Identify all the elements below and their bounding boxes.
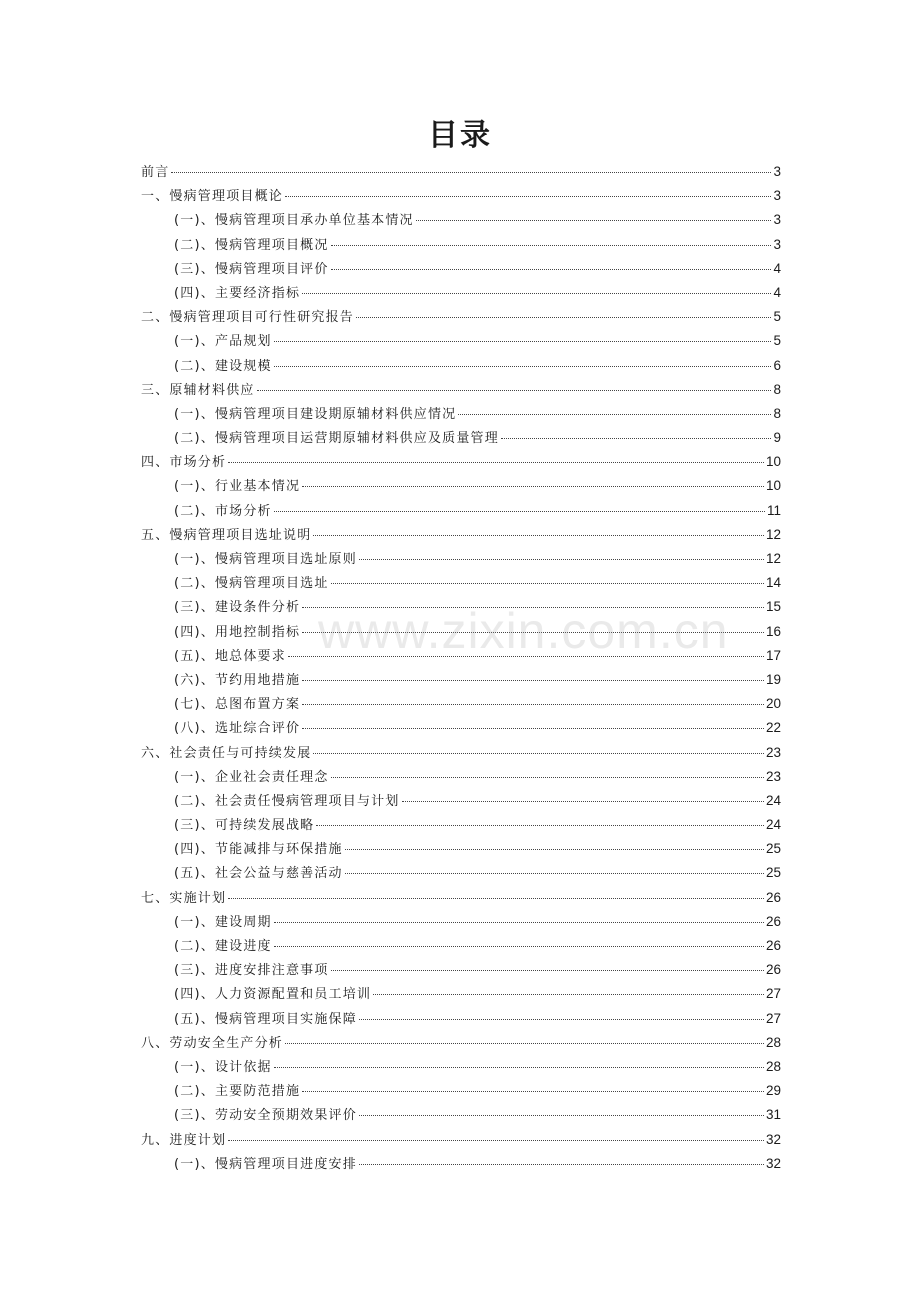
toc-section-entry[interactable] [141, 1152, 781, 1176]
toc-dot-leader [316, 825, 764, 826]
toc-dot-leader [274, 366, 772, 367]
toc-page-number: 5 [773, 333, 781, 349]
toc-page-number: 10 [765, 478, 781, 494]
toc-page-number: 29 [765, 1083, 781, 1099]
toc-page-number: 27 [765, 1010, 781, 1026]
toc-dot-leader [345, 849, 764, 850]
toc-page-number: 23 [765, 744, 781, 760]
toc-entry-label: (七)、总图布置方案 [174, 697, 301, 713]
toc-dot-leader [257, 390, 772, 391]
toc-page-number: 3 [773, 188, 781, 204]
toc-dot-leader [302, 293, 771, 294]
toc-page-number: 26 [765, 913, 781, 929]
toc-page-number: 28 [765, 1034, 781, 1050]
toc-dot-leader [285, 196, 771, 197]
toc-page-number: 3 [773, 164, 781, 179]
toc-dot-leader [359, 559, 764, 560]
toc-dot-leader [359, 1115, 764, 1116]
toc-page-number: 14 [765, 575, 781, 591]
toc-section-entry[interactable] [141, 354, 781, 378]
toc-dot-leader [331, 970, 764, 971]
toc-dot-leader [331, 245, 772, 246]
toc-entry-label: 二、慢病管理项目可行性研究报告 [141, 310, 355, 326]
toc-section-entry[interactable] [141, 1055, 781, 1079]
toc-page-number: 10 [765, 454, 781, 470]
toc-section-entry[interactable] [141, 571, 781, 595]
toc-page-number: 27 [765, 986, 781, 1002]
toc-section-entry[interactable] [141, 958, 781, 982]
toc-dot-leader [274, 511, 765, 512]
toc-page-number: 4 [773, 284, 781, 300]
toc-entry-label: 五、慢病管理项目选址说明 [141, 527, 312, 543]
toc-dot-leader [302, 680, 764, 681]
toc-dot-leader [359, 1164, 764, 1165]
toc-section-entry[interactable] [141, 668, 781, 692]
toc-page-number: 16 [765, 623, 781, 639]
toc-entry-label: (三)、建设条件分析 [174, 600, 301, 616]
toc-section-entry[interactable] [141, 1007, 781, 1031]
toc-section-entry[interactable] [141, 1079, 781, 1103]
toc-entry-label: (三)、慢病管理项目评价 [174, 261, 329, 277]
toc-page-number: 24 [765, 792, 781, 808]
toc-entry-label: (二)、建设进度 [174, 939, 272, 954]
toc-dot-leader [356, 317, 771, 318]
toc-page-number: 25 [765, 841, 781, 857]
toc-chapter-entry[interactable] [141, 450, 781, 474]
toc-section-entry[interactable] [141, 547, 781, 571]
toc-dot-leader [285, 1043, 764, 1044]
toc-dot-leader [402, 801, 764, 802]
toc-entry-label: (二)、慢病管理项目运营期原辅材料供应及质量管理 [174, 431, 499, 447]
toc-section-entry[interactable] [141, 257, 781, 281]
toc-entry-label: 七、实施计划 [141, 890, 227, 906]
toc-page-number: 28 [765, 1058, 781, 1074]
toc-entry-label: (四)、人力资源配置和员工培训 [174, 987, 372, 1003]
toc-entry-label: (五)、社会公益与慈善活动 [174, 866, 343, 882]
toc-entry-label: (一)、慢病管理项目选址原则 [174, 552, 357, 567]
toc-section-entry[interactable] [141, 402, 781, 426]
toc-dot-leader [331, 583, 764, 584]
toc-dot-leader [313, 753, 764, 754]
toc-dot-leader [302, 704, 764, 705]
toc-dot-leader [359, 1019, 764, 1020]
toc-entry-label: (一)、慢病管理项目建设期原辅材料供应情况 [174, 406, 457, 422]
toc-section-entry[interactable] [141, 789, 781, 813]
toc-entry-label: 一、慢病管理项目概论 [141, 189, 284, 205]
toc-entry-label: (二)、社会责任慢病管理项目与计划 [174, 793, 400, 809]
toc-entry-label: 八、劳动安全生产分析 [141, 1035, 284, 1051]
toc-page-number: 17 [765, 647, 781, 663]
toc-dot-leader [331, 269, 772, 270]
toc-page-number: 6 [773, 357, 781, 373]
toc-entry-label: 九、进度计划 [141, 1132, 227, 1148]
toc-section-entry[interactable] [141, 813, 781, 837]
toc-page-number: 19 [765, 671, 781, 687]
toc-dot-leader [302, 632, 764, 633]
toc-entry-label: (一)、产品规划 [174, 334, 272, 350]
toc-section-entry[interactable] [141, 934, 781, 958]
toc-page-number: 3 [773, 212, 781, 228]
toc-section-entry[interactable] [141, 281, 781, 305]
toc-dot-leader [373, 994, 764, 995]
toc-chapter-entry[interactable] [141, 1031, 781, 1055]
toc-entry-label: 前言 [141, 165, 170, 180]
toc-page-number: 23 [765, 768, 781, 784]
toc-section-entry[interactable] [141, 499, 781, 523]
toc-section-entry[interactable] [141, 861, 781, 885]
toc-section-entry[interactable] [141, 716, 781, 740]
toc-dot-leader [501, 438, 772, 439]
toc-page-number: 12 [765, 526, 781, 542]
toc-entry-label: 三、原辅材料供应 [141, 382, 255, 398]
toc-entry-label: (三)、可持续发展战略 [174, 818, 315, 834]
toc-chapter-entry[interactable] [141, 305, 781, 329]
toc-section-entry[interactable] [141, 474, 781, 498]
toc-entry-label: (二)、建设规模 [174, 358, 272, 374]
toc-chapter-entry[interactable] [141, 160, 781, 184]
toc-dot-leader [274, 341, 772, 342]
toc-entry-label: (二)、主要防范措施 [174, 1084, 301, 1100]
toc-chapter-entry[interactable] [141, 741, 781, 765]
toc-entry-label: (四)、节能减排与环保措施 [174, 842, 343, 858]
toc-section-entry[interactable] [141, 692, 781, 716]
toc-dot-leader [302, 728, 764, 729]
toc-chapter-entry[interactable] [141, 1128, 781, 1152]
toc-section-entry[interactable] [141, 233, 781, 257]
toc-entry-label: (一)、行业基本情况 [174, 479, 301, 495]
toc-page-number: 32 [765, 1131, 781, 1147]
toc-page-number: 20 [765, 696, 781, 712]
toc-section-entry[interactable] [141, 910, 781, 934]
toc-entry-label: (三)、进度安排注意事项 [174, 963, 329, 979]
toc-page-number: 4 [773, 260, 781, 276]
toc-section-entry[interactable] [141, 595, 781, 619]
toc-dot-leader [288, 656, 764, 657]
toc-entry-label: (五)、慢病管理项目实施保障 [174, 1011, 357, 1027]
toc-section-entry[interactable] [141, 644, 781, 668]
toc-section-entry[interactable] [141, 329, 781, 353]
toc-page-number: 24 [765, 817, 781, 833]
toc-entry-label: (六)、节约用地措施 [174, 672, 301, 688]
toc-page-number: 26 [765, 962, 781, 978]
toc-entry-label: (八)、选址综合评价 [174, 721, 301, 737]
toc-dot-leader [228, 898, 764, 899]
toc-entry-label: (四)、用地控制指标 [174, 624, 301, 640]
toc-dot-leader [416, 220, 772, 221]
toc-entry-label: (二)、市场分析 [174, 503, 272, 519]
toc-chapter-entry[interactable] [141, 378, 781, 402]
toc-chapter-entry[interactable] [141, 886, 781, 910]
toc-page-number: 32 [765, 1155, 781, 1171]
toc-page-number: 31 [765, 1107, 781, 1123]
toc-page-number: 22 [765, 720, 781, 736]
toc-dot-leader [313, 535, 764, 536]
toc-page-number: 9 [773, 430, 781, 446]
toc-entry-label: (一)、慢病管理项目承办单位基本情况 [174, 213, 414, 229]
toc-entry-label: 六、社会责任与可持续发展 [141, 745, 312, 761]
toc-entry-label: (四)、主要经济指标 [174, 285, 301, 301]
toc-chapter-entry[interactable] [141, 523, 781, 547]
toc-entry-label: 四、市场分析 [141, 455, 227, 471]
toc-dot-leader [302, 607, 764, 608]
toc-section-entry[interactable] [141, 837, 781, 861]
toc-page-number: 3 [773, 236, 781, 252]
toc-entry-label: (五)、地总体要求 [174, 648, 286, 664]
toc-page-number: 12 [765, 551, 781, 566]
toc-page-number: 8 [773, 405, 781, 421]
toc-section-entry[interactable] [141, 208, 781, 232]
toc-entry-label: (一)、设计依据 [174, 1059, 272, 1075]
toc-section-entry[interactable] [141, 765, 781, 789]
toc-page-number: 15 [765, 599, 781, 615]
toc-dot-leader [274, 946, 764, 947]
toc-chapter-entry[interactable] [141, 184, 781, 208]
toc-dot-leader [228, 462, 764, 463]
toc-page-number: 26 [765, 889, 781, 905]
toc-entry-label: (三)、劳动安全预期效果评价 [174, 1108, 357, 1124]
toc-entry-label: (二)、慢病管理项目选址 [174, 576, 329, 592]
toc-entry-label: (二)、慢病管理项目概况 [174, 237, 329, 253]
toc-page-number: 11 [766, 502, 781, 518]
toc-page-number: 26 [765, 938, 781, 953]
toc-page-number: 25 [765, 865, 781, 881]
toc-page-number: 8 [773, 381, 781, 397]
toc-dot-leader [274, 1067, 764, 1068]
toc-dot-leader [458, 414, 771, 415]
toc-page-number: 5 [773, 309, 781, 325]
toc-section-entry[interactable] [141, 982, 781, 1006]
toc-section-entry[interactable] [141, 1103, 781, 1127]
watermark: www.zixin.com.cn [318, 603, 729, 659]
toc-entry-label: (一)、企业社会责任理念 [174, 769, 329, 785]
toc-entry-label: (一)、建设周期 [174, 914, 272, 930]
toc-dot-leader [331, 777, 764, 778]
toc-dot-leader [228, 1140, 764, 1141]
toc-entry-label: (一)、慢病管理项目进度安排 [174, 1156, 357, 1172]
toc-dot-leader [302, 486, 764, 487]
toc-section-entry[interactable] [141, 426, 781, 450]
toc-dot-leader [345, 873, 764, 874]
toc-dot-leader [274, 922, 764, 923]
page-title: 目录 [428, 118, 492, 153]
table-of-contents [141, 160, 781, 1176]
toc-section-entry[interactable] [141, 620, 781, 644]
toc-dot-leader [171, 172, 771, 173]
toc-dot-leader [302, 1091, 764, 1092]
